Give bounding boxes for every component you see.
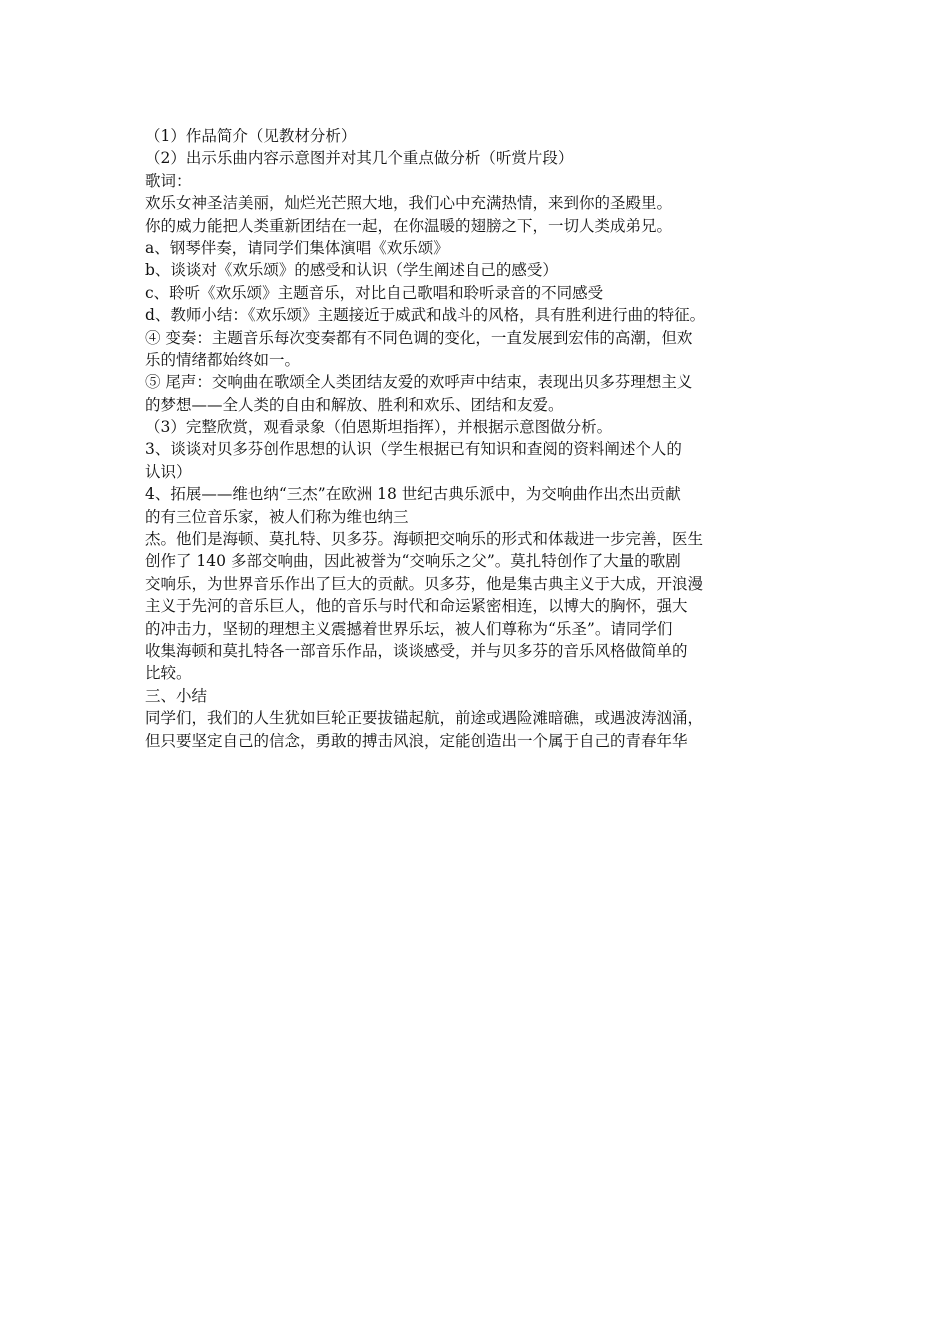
text-line: ④ 变奏：主题音乐每次变奏都有不同色调的变化，一直发展到宏伟的高潮，但欢 bbox=[145, 328, 693, 347]
text-line: 欢乐女神圣洁美丽，灿烂光芒照大地，我们心中充满热情，来到你的圣殿里。 bbox=[145, 194, 673, 213]
text-line: 3、谈谈对贝多芬创作思想的认识（学生根据已有知识和查阅的资料阐述个人的 bbox=[145, 440, 682, 459]
text-line: （2）出示乐曲内容示意图并对其几个重点做分析（听赏片段） bbox=[145, 149, 574, 168]
text-line: 比较。 bbox=[145, 664, 192, 683]
text-line: a、钢琴伴奏，请同学们集体演唱《欢乐颂》 bbox=[145, 238, 449, 257]
text-line: 三、小结 bbox=[145, 686, 208, 705]
text-line: 的梦想——全人类的自由和解放、胜利和欢乐、团结和友爱。 bbox=[145, 395, 564, 414]
text-line: 杰。他们是海顿、莫扎特、贝多芬。海顿把交响乐的形式和体裁进一步完善，医生 bbox=[145, 530, 704, 549]
text-line: 乐的情绪都始终如一。 bbox=[145, 350, 301, 369]
text-line: 创作了 140 多部交响曲，因此被誉为“交响乐之父”。莫扎特创作了大量的歌剧 bbox=[145, 552, 681, 571]
document-page bbox=[145, 125, 815, 752]
text-line: c、聆听《欢乐颂》主题音乐，对比自己歌唱和聆听录音的不同感受 bbox=[145, 283, 604, 302]
text-line: b、谈谈对《欢乐颂》的感受和认识（学生阐述自己的感受） bbox=[145, 261, 558, 280]
text-line: （1）作品简介（见教材分析） bbox=[145, 127, 357, 145]
text-line: 你的威力能把人类重新团结在一起，在你温暖的翅膀之下，一切人类成弟兄。 bbox=[145, 216, 673, 235]
text-line: 收集海顿和莫扎特各一部音乐作品，谈谈感受，并与贝多芬的音乐风格做简单的 bbox=[145, 641, 688, 660]
text-line: 歌词： bbox=[145, 171, 192, 190]
text-line: 主义于先河的音乐巨人，他的音乐与时代和命运紧密相连，以博大的胸怀，强大 bbox=[145, 597, 688, 616]
text-line: 但只要坚定自己的信念，勇敢的搏击风浪，定能创造出一个属于自己的青春年华 bbox=[145, 731, 688, 750]
text-line: 交响乐，为世界音乐作出了巨大的贡献。贝多芬，他是集古典主义于大成，开浪漫 bbox=[145, 574, 704, 593]
text-line: 的冲击力，坚韧的理想主义震撼着世界乐坛，被人们尊称为“乐圣”。请同学们 bbox=[145, 619, 673, 638]
text-line: （3）完整欣赏，观看录象（伯恩斯坦指挥），并根据示意图做分析。 bbox=[145, 418, 613, 437]
text-line: d、教师小结：《欢乐颂》主题接近于威武和战斗的风格，具有胜利进行曲的特征。 bbox=[145, 306, 706, 325]
text-line: 4、拓展——维也纳“三杰”在欧洲 18 世纪古典乐派中，为交响曲作出杰出贡献 bbox=[145, 485, 681, 504]
text-line: ⑤ 尾声：交响曲在歌颂全人类团结友爱的欢呼声中结束，表现出贝多芬理想主义 bbox=[145, 373, 693, 392]
text-line: 的有三位音乐家，被人们称为维也纳三 bbox=[145, 507, 409, 526]
text-line: 认识） bbox=[145, 462, 192, 481]
text-line: 同学们，我们的人生犹如巨轮正要拔锚起航，前途或遇险滩暗礁，或遇波涛汹涌， bbox=[145, 709, 704, 728]
